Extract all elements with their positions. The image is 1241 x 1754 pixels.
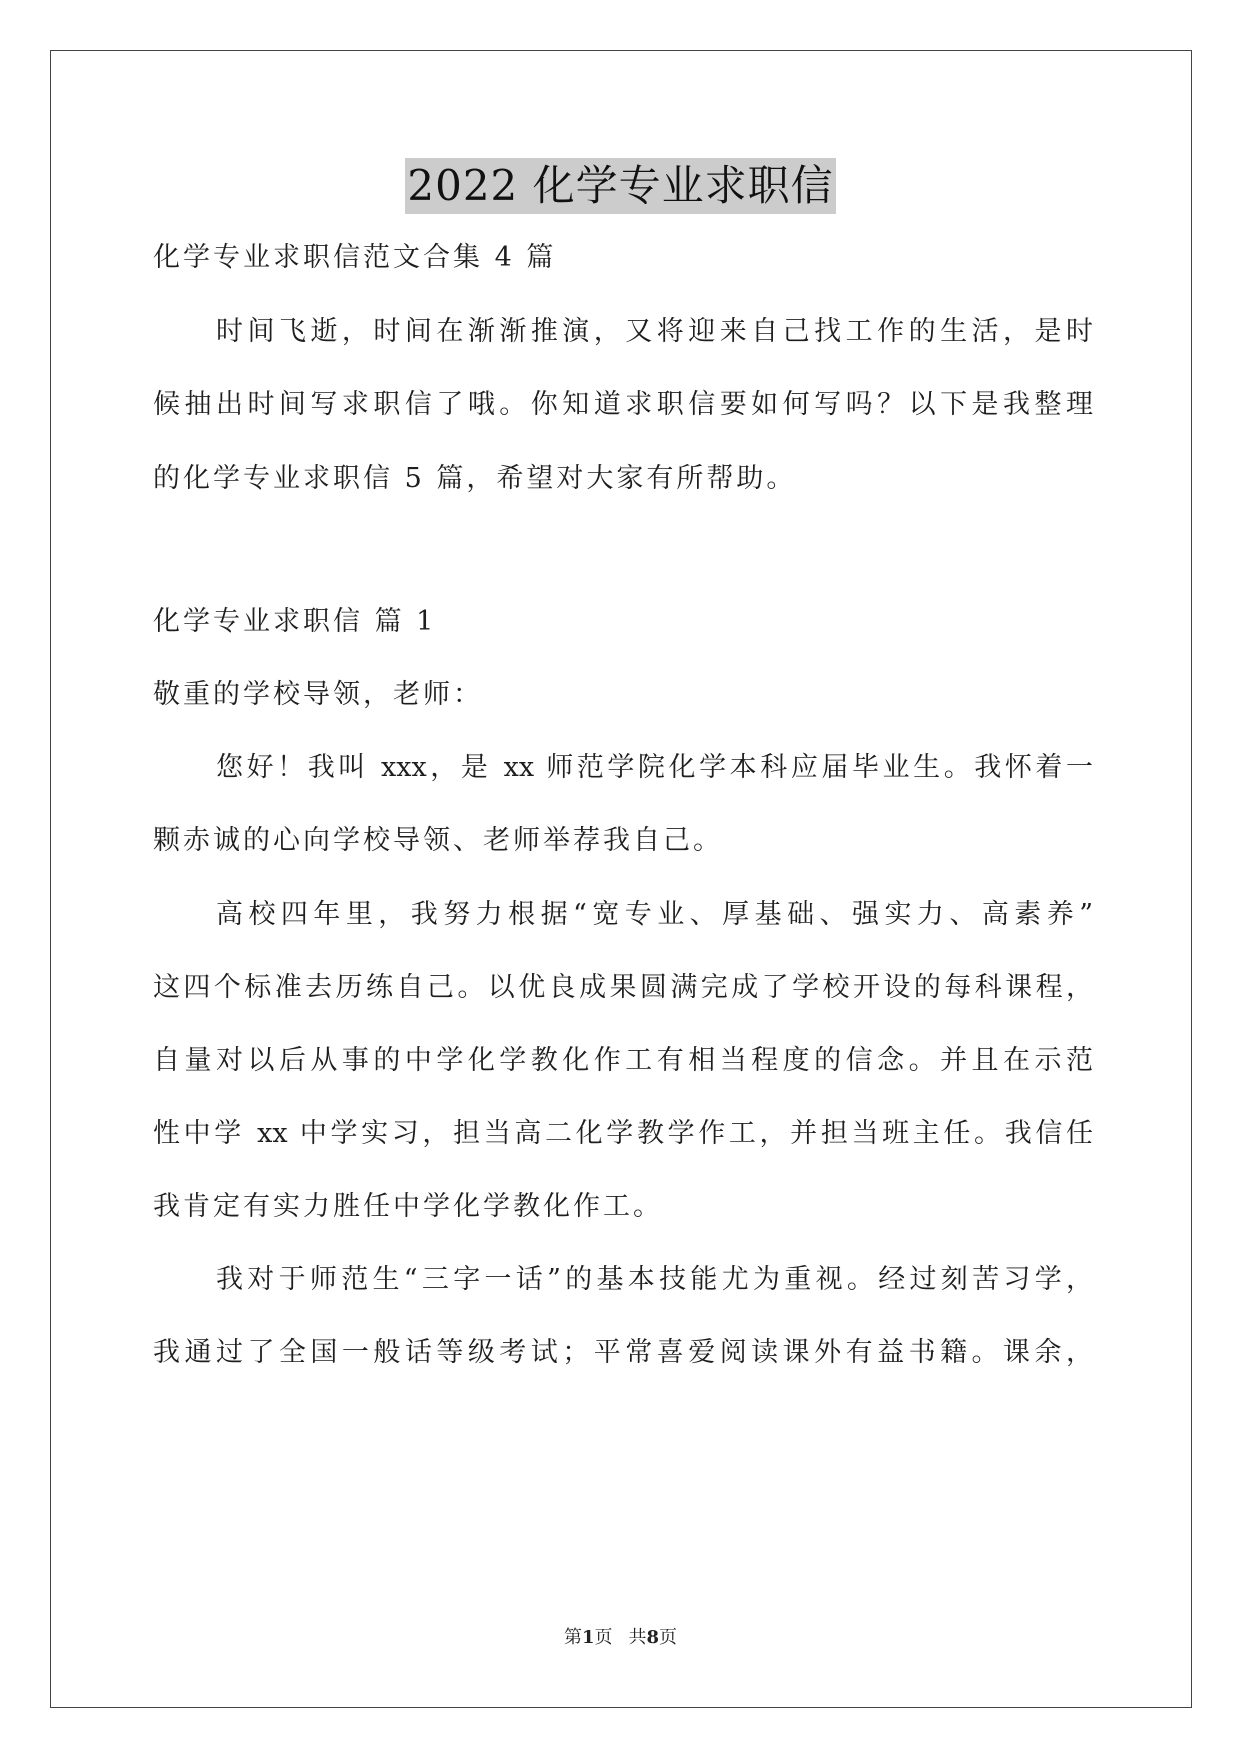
paragraph-2-line-3: 自量对以后从事的中学化学教化作工有相当程度的信念。并且在示范 [153, 1045, 1093, 1076]
page-unit: 页 [594, 1627, 613, 1648]
total-prefix: 共 [628, 1627, 647, 1648]
salutation: 敬重的学校导领，老师： [153, 679, 483, 710]
paragraph-2-line-1: 高校四年里，我努力根据“宽专业、厚基础、强实力、高素养” [216, 899, 1093, 930]
page-prefix: 第 [563, 1627, 582, 1648]
intro-line-3: 的化学专业求职信 5 篇，希望对大家有所帮助。 [153, 463, 797, 494]
section-heading: 化学专业求职信 篇 1 [153, 606, 437, 637]
paragraph-2-line-4: 性中学 xx 中学实习，担当高二化学教学作工，并担当班主任。我信任 [153, 1118, 1093, 1149]
paragraph-3-line-1: 我对于师范生“三字一话”的基本技能尤为重视。经过刻苦习学， [216, 1264, 1093, 1295]
page-footer [0, 1626, 1241, 1650]
paragraph-1-line-2: 颗赤诚的心向学校导领、老师举荐我自己。 [153, 825, 723, 856]
intro-line-2: 候抽出时间写求职信了哦。你知道求职信要如何写吗？以下是我整理 [153, 389, 1093, 420]
intro-line-1: 时间飞逝，时间在渐渐推演，又将迎来自己找工作的生活，是时 [216, 316, 1093, 347]
page-border [50, 50, 1192, 1708]
document-title: 2022 化学专业求职信 [405, 158, 835, 214]
paragraph-3-line-2: 我通过了全国一般话等级考试；平常喜爱阅读课外有益书籍。课余， [153, 1337, 1093, 1368]
document-subtitle: 化学专业求职信范文合集 4 篇 [153, 242, 557, 273]
current-page-number: 1 [581, 1627, 595, 1648]
paragraph-1-line-1: 您好！我叫 xxx，是 xx 师范学院化学本科应届毕业生。我怀着一 [216, 752, 1093, 783]
title-container [0, 158, 1241, 214]
total-unit: 页 [659, 1627, 678, 1648]
paragraph-2-line-5: 我肯定有实力胜任中学化学教化作工。 [153, 1191, 663, 1222]
paragraph-2-line-2: 这四个标准去历练自己。以优良成果圆满完成了学校开设的每科课程， [153, 972, 1093, 1003]
total-page-count: 8 [646, 1627, 660, 1648]
